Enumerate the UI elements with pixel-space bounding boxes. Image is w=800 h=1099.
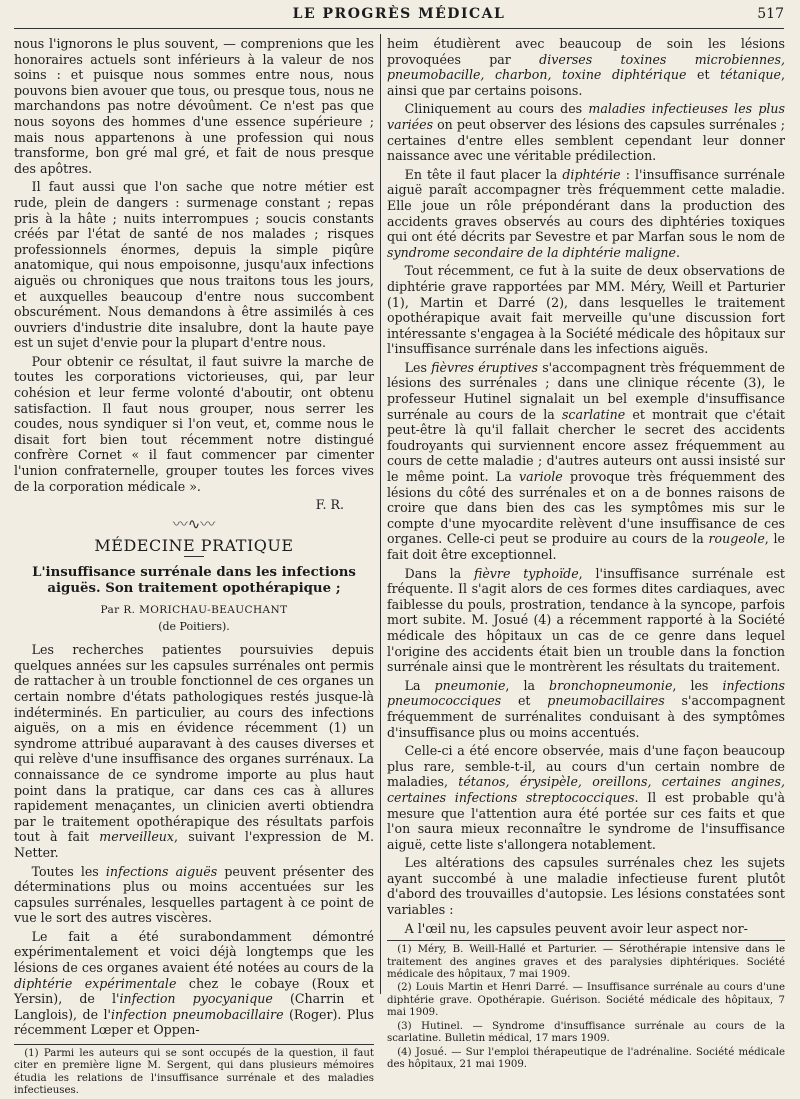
paragraph: Il faut aussi que l'on sache que notre métier est rude, plein de dangers : surmenage constant ; repas pris à la hâte ; nuits interrompues ; soucis constants créés par l'état de santé de nos malades ; risques professionnels énormes, depuis la simple piqûre anatomique, qui nous empoisonne, jusqu'aux infections aiguës ou chroniques que nous traitons tous les jours, et auxquelles beaucoup d'entre nous succombent obscurément. Nous demandons à être assimilés à ces ouvriers d'industrie dite insalubre, dont la haute paye est un sujet d'envie pour la plupart d'entre nous. (14, 179, 374, 351)
text: . (675, 244, 680, 260)
footnote: (1) Parmi les auteurs qui se sont occupés de la question, il faut citer en première ligne M. Sergent, qui dans plusieurs mémoires étudia les relations de l'insuffisance surrénale et des maladies infectieuses. (14, 1048, 374, 1097)
emphasis: merveilleux (99, 829, 175, 845)
text: Le fait a été surabondamment démontré expérimentalement et voici déjà longtemps que les lésions de ces organes avaient été notées au cours de la (14, 928, 374, 976)
text: heim étudièrent avec beaucoup de soin les lésions provoquées par (387, 36, 785, 67)
emphasis: infection pyocyanique (119, 991, 273, 1007)
text: , la (505, 677, 535, 693)
paragraph: Tout récemment, ce fut à la suite de deux observations de diphtérie grave rapportées par MM. Méry, Weill et Parturier (1), Martin et Darré (2), dans lesquelles le traitement opothérapique avait fait merveille qu'une discussion fort intéressante s'engagea à la Société médicale des hôpitaux sur l'insuffisance surrénale dans les infections aiguës. (387, 263, 785, 357)
text: et (517, 693, 531, 709)
text: La (404, 677, 421, 693)
paragraph: Les altérations des capsules surrénales chez les sujets ayant succombé à une maladie infectieuse furent plutôt d'abord des trouvailles d'autopsie. Les lésions constatées sont variables : (387, 855, 785, 918)
references (387, 940, 785, 1071)
text: s'accompagnent fréquemment de surrénalites conduisant à des symptômes d'insuffisance plus ou moins accentués. (387, 693, 785, 740)
emphasis: variole (519, 469, 563, 485)
text: En tête il faut placer la (404, 166, 558, 182)
page-header (14, 4, 784, 29)
right-column (387, 36, 785, 1072)
text: on peut observer des lésions des capsules surrénales ; certaines d'entre elles semblent cependant leur donner naissance avec une véritable prédilection. (387, 116, 785, 164)
text: Toutes les (31, 863, 99, 879)
paragraph (387, 360, 785, 563)
text: (Roger). Plus récemment Lœper et Oppen- (14, 1006, 374, 1038)
emphasis: infections pneumococciques (387, 677, 785, 709)
emphasis: bronchopneumonie (549, 677, 673, 693)
footnotes (14, 1044, 374, 1098)
text: : l'insuffisance surrénale aiguë paraît accompagner très fréquemment cette maladie. Elle joue un rôle prépondérant dans la production des accidents graves observés au cours des diphtéries toxiques qui ont été décrits par Sevestre et par Marfan sous le nom de (387, 166, 785, 245)
paragraph: A l'œil nu, les capsules peuvent avoir leur aspect nor- (404, 920, 748, 936)
emphasis: pneumobacillaires (547, 693, 665, 709)
page-number: 517 (757, 6, 784, 22)
text: , les (672, 677, 709, 693)
emphasis: infection pneumobacillaire (111, 1006, 284, 1022)
text: Celle-ci a été encore observée, mais d'une façon beaucoup plus rare, semble-t-il, au cours d'un certain nombre de maladies, (387, 743, 785, 790)
text: s'accompagnent très fréquemment de lésions des surrénales ; dans une clinique récente (3), le professeur Hutinel signalait un bel exemple d'insuffisance surrénale au cours de la (387, 359, 785, 422)
paragraph (14, 929, 374, 1038)
paragraph (387, 743, 785, 852)
emphasis: maladies infectieuses les plus variées (387, 101, 785, 132)
byline: Par R. MORICHAU-BEAUCHANT (100, 604, 288, 616)
emphasis: diphtérie (562, 166, 621, 182)
reference: (4) Josué. — Sur l'emploi thérapeutique de l'adrénaline. Société médicale des hôpitaux, 21 mai 1909. (387, 1046, 785, 1070)
paragraph: nous l'ignorons le plus souvent, — comprenions que les honoraires actuels sont inférieurs à la valeur de nos soins : et puisque nous sommes entre nous, nous pouvons bien avouer que tous, ou presque tous, nous ne marchandons pas notre dévoûment. Ce n'est pas que nous soyons des hommes d'une essence supérieure ; mais nous appartenons à une profession qui nous transforme, bon gré mal gré, et fait de nous presque des apôtres. (14, 36, 374, 176)
paragraph (387, 101, 785, 163)
text: Cliniquement au cours des (404, 101, 583, 117)
text: , l'insuffisance surrénale est fréquente. Il s'agit alors de ces formes dites cardiaques, avec faiblesse du pouls, prostration, tendance à la syncope, parfois mort subite. M. Josué (4) a récemment rapporté à la Société médicale des hôpitaux un cas de ce genre dans lequel l'origine des accidents était bien un trouble dans la fonction surrénale ainsi que le montrèrent les résultats du traitement. (387, 565, 785, 675)
running-title: LE PROGRÈS MÉDICAL (292, 6, 506, 22)
section-rule (184, 556, 204, 557)
paragraph (387, 678, 785, 740)
paragraph (14, 864, 374, 926)
emphasis: fièvre typhoïde (473, 565, 579, 581)
reference: (1) Méry, B. Weill-Hallé et Parturier. — Sérothérapie intensive dans le traitement des angines graves et des paralysies diphtériques. Société médicale des hôpitaux, 7 mai 1909. (387, 944, 785, 981)
paragraph (387, 566, 785, 675)
emphasis: rougeole (708, 531, 765, 547)
paragraph (387, 167, 785, 261)
text: , suivant l'expression de M. Netter. (14, 829, 374, 860)
reference: (3) Hutinel. — Syndrome d'insuffisance surrénale au cours de la scarlatine. Bulletin médical, 17 mars 1909. (387, 1020, 785, 1045)
ornament-divider: 〰∿〰 (172, 514, 216, 533)
affiliation: (de Poitiers). (158, 619, 230, 633)
emphasis: scarlatine (561, 406, 626, 422)
left-column (14, 36, 374, 1099)
emphasis: diverses toxines microbiennes, pneumobacille, charbon, toxine diphtérique (387, 51, 785, 83)
emphasis: infections aiguës (105, 863, 218, 879)
text: . Il est probable qu'à mesure que l'attention aura été portée sur ces faits et que l'on saura mieux reconnaître le syndrome de l'insuffisance aiguë, cette liste s'allongera notablement. (387, 789, 785, 852)
paragraph (387, 36, 785, 98)
section-title: MÉDECINE PRATIQUE (94, 536, 294, 556)
column-divider (380, 34, 381, 994)
paragraph (14, 642, 374, 860)
text: Dans la (404, 565, 462, 581)
paragraph: Pour obtenir ce résultat, il faut suivre la marche de toutes les corporations victorieuses, qui, par leur cohésion et leur ferme volonté d'aboutir, ont obtenu satisfaction. Il faut nous grouper, nous serrer les coudes, nous syndiquer si l'on veut, et, comme nous le disait fort bien tout récemment notre distingué confrère Cornet « il faut commencer par cimenter l'union confraternelle, grouper toutes les forces vives de la corporation médicale ». (14, 353, 374, 494)
emphasis: pneumonie (434, 677, 506, 693)
text: et montrait que c'était peut-être là qu'il fallait chercher le secret des accidents foudroyants qui surviennent encore assez fréquemment au cours de cette maladie ; d'autres auteurs ont aussi insisté sur le même point. La (387, 406, 785, 485)
text: peuvent présenter des déterminations plus ou moins accentuées sur les capsules surrénales, lesquelles partagent à ce point de vue le sort des autres viscères. (14, 863, 374, 926)
text: (Charrin et Langlois), de l' (14, 991, 374, 1022)
emphasis: diphtérie expérimentale (14, 975, 177, 991)
article-title: L'insuffisance surrénale dans les infections aiguës. Son traitement opothérapique ; (32, 565, 356, 596)
text: et (697, 67, 710, 83)
text: , le fait doit être exceptionnel. (387, 531, 785, 562)
reference: (2) Louis Martin et Henri Darré. — Insuffisance surrénale au cours d'une diphtérie grave. Opothérapie. Guérison. Société médicale des hôpitaux, 7 mai 1909. (387, 982, 785, 1019)
text: Les recherches patientes poursuivies depuis quelques années sur les capsules surrénales ont permis de rattacher à un trouble fonctionnel de ces organes un certain nombre d'états pathologiques restés jusque-là indéterminés. En particulier, au cours des infections aiguës, on a mis en évidence récemment (1) un syndrome attribué auparavant à des causes diverses et qui relève d'une insuffisance des organes surrénaux. La connaissance de ce syndrome importe au plus haut point dans la pratique, car dans ces cas à allures rapidement menaçantes, un clinicien averti obtiendra par le traitement opothérapique des résultats parfois tout à fait (14, 642, 374, 845)
text: provoque très fréquemment des lésions du côté des surrénales et on a de bonnes raisons de croire que dans bien des cas les symptômes mis sur le compte d'une myocardite relèvent d'une insuffisance de ces organes. Celle-ci peut se produire au cours de la (387, 469, 785, 547)
text: , ainsi que par certains poisons. (387, 67, 785, 98)
emphasis: tétanique (720, 67, 781, 83)
emphasis: tétanos, érysipèle, oreillons, certaines angines, certaines infections streptococciques (387, 774, 785, 805)
emphasis: syndrome secondaire de la diphtérie maligne (387, 244, 676, 260)
text: Les (404, 359, 427, 375)
signature: F. R. (315, 497, 344, 513)
text: chez le cobaye (Roux et Yersin), de l' (14, 975, 374, 1007)
emphasis: fièvres éruptives (431, 359, 538, 375)
